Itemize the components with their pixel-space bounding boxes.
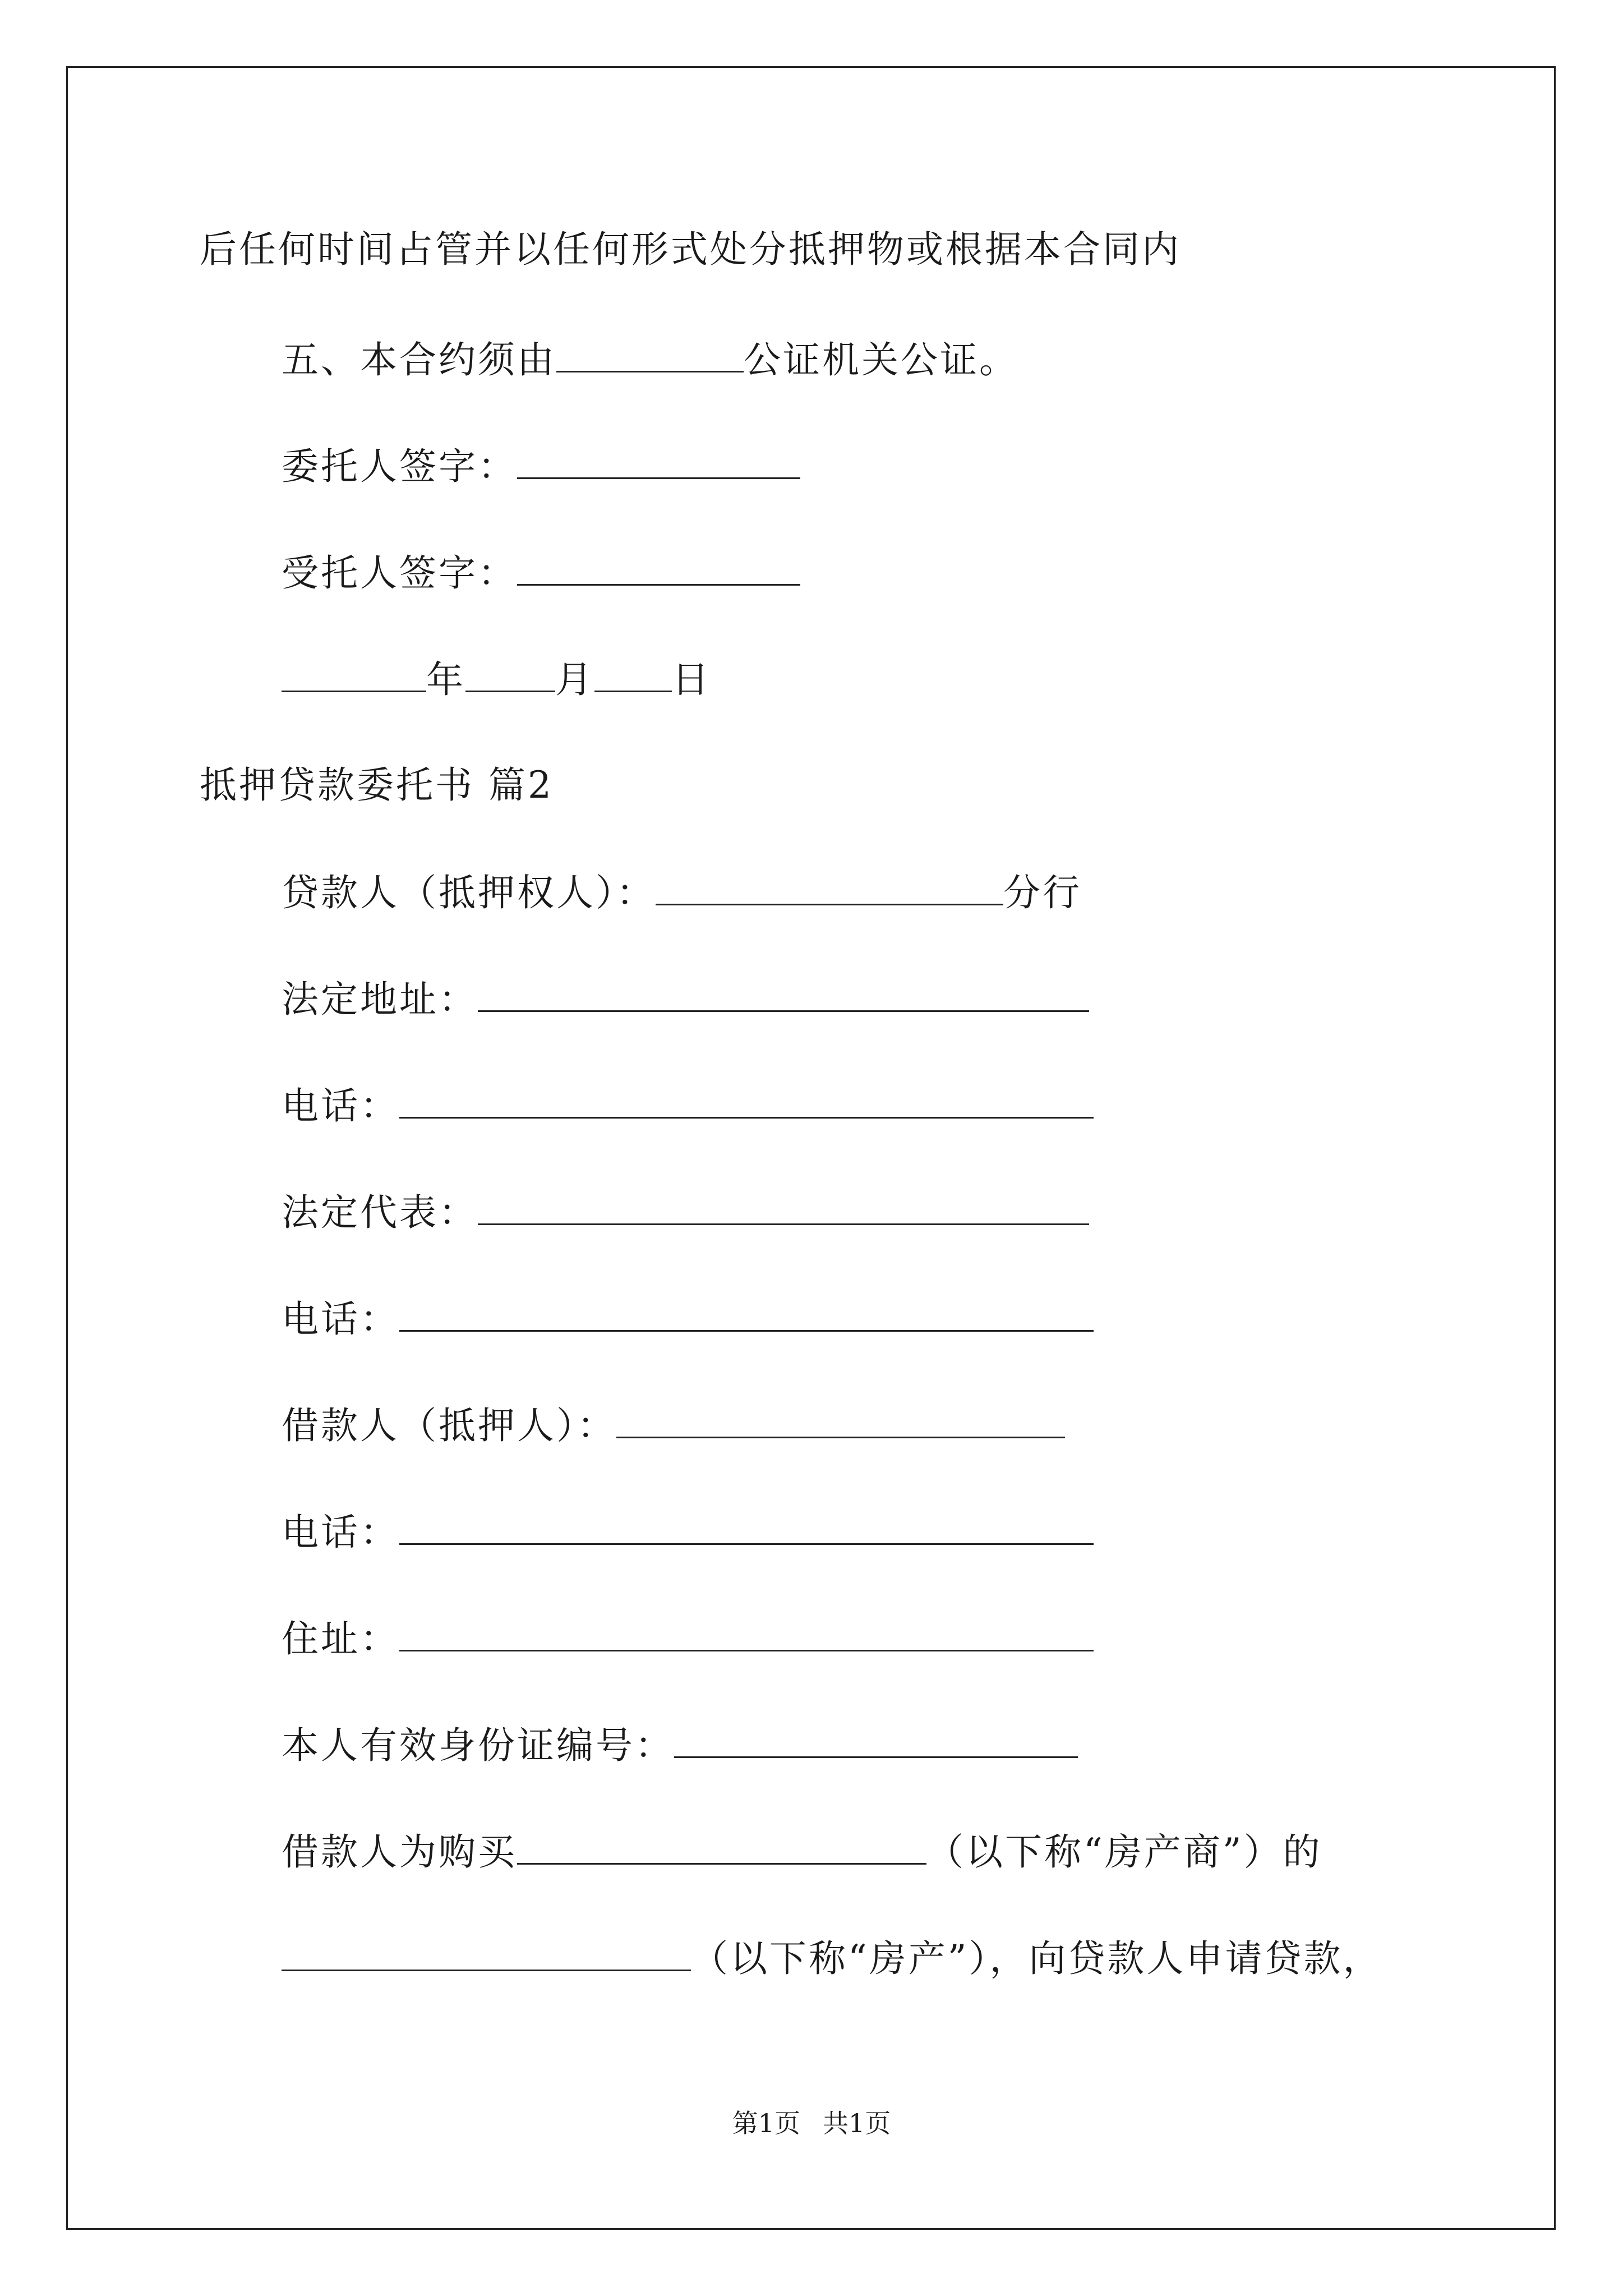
text-line xyxy=(282,1826,1322,1878)
blank-field xyxy=(478,973,1089,1012)
blank-field xyxy=(478,1186,1089,1225)
text-line xyxy=(282,334,1018,385)
text-line xyxy=(282,1719,1078,1771)
line-text: 电话： xyxy=(282,1084,399,1128)
section-heading xyxy=(200,760,554,811)
signature-blank xyxy=(517,440,800,479)
blank-field xyxy=(399,1506,1094,1545)
text-line xyxy=(282,1506,1094,1558)
signature-blank xyxy=(517,547,800,586)
text-line xyxy=(200,224,1181,275)
line-text: 电话： xyxy=(282,1511,399,1554)
day-blank xyxy=(594,654,672,692)
blank-field xyxy=(399,1613,1094,1651)
blank-field xyxy=(399,1293,1094,1332)
text-line xyxy=(282,1613,1094,1664)
page-number: 第1页 xyxy=(732,2108,800,2138)
text-line xyxy=(282,1293,1094,1345)
line-text: 法定地址： xyxy=(282,978,478,1021)
line-text: 法定代表： xyxy=(282,1191,478,1234)
blank-field xyxy=(616,1400,1065,1438)
date-line xyxy=(282,654,711,705)
blank-field xyxy=(656,867,1003,905)
text-line xyxy=(282,1932,1382,1984)
line-text: 借款人（抵押人）： xyxy=(282,1404,616,1447)
line-text: 借款人为购买 xyxy=(282,1830,517,1874)
line-text: 住址： xyxy=(282,1617,399,1660)
text-line xyxy=(282,1400,1065,1451)
blank-field xyxy=(517,1826,926,1865)
heading-text: 抵押贷款委托书 篇2 xyxy=(200,763,554,807)
year-blank xyxy=(282,654,426,692)
blank-field xyxy=(674,1719,1078,1758)
line-text: 贷款人（抵押权人）： xyxy=(282,871,656,914)
line-text: 本人有效身份证编号： xyxy=(282,1724,674,1767)
text-line xyxy=(282,1186,1089,1238)
line-text: 公证机关公证。 xyxy=(744,338,1018,381)
text-line xyxy=(282,440,800,492)
text-line xyxy=(282,547,800,599)
text-line xyxy=(282,1080,1094,1131)
line-text: 电话： xyxy=(282,1297,399,1341)
blank-field xyxy=(556,334,744,372)
line-text: 受托人签字： xyxy=(282,551,517,595)
line-text: 后任何时间占管并以任何形式处分抵押物或根据本合同内 xyxy=(200,228,1181,271)
page-total: 共1页 xyxy=(823,2108,891,2138)
month-blank xyxy=(465,654,555,692)
line-text: 五、本合约须由 xyxy=(282,338,556,381)
page-footer xyxy=(0,2106,1623,2140)
month-label: 月 xyxy=(555,658,594,701)
line-text: （以下称“房产”），向贷款人申请贷款， xyxy=(691,1937,1382,1980)
page-border xyxy=(66,66,1556,2230)
line-text: （以下称“房产商”）的 xyxy=(926,1830,1322,1874)
line-text: 委托人签字： xyxy=(282,445,517,488)
text-line xyxy=(282,973,1089,1025)
blank-field xyxy=(399,1080,1094,1119)
line-text: 分行 xyxy=(1003,871,1082,914)
year-label: 年 xyxy=(426,658,465,701)
day-label: 日 xyxy=(672,658,711,701)
text-line xyxy=(282,867,1082,918)
blank-field xyxy=(282,1932,691,1971)
